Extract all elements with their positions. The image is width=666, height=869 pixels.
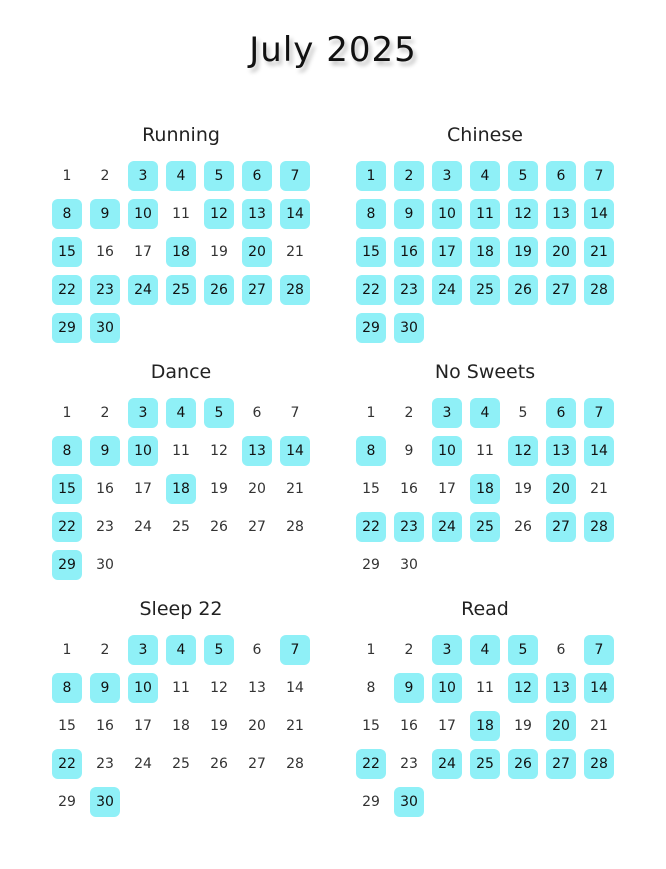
day-cell-completed[interactable]: 22 (356, 512, 386, 542)
day-cell[interactable]: 19 (514, 481, 532, 497)
day-cell-completed[interactable]: 5 (508, 635, 538, 665)
day-cell-completed[interactable]: 10 (432, 199, 462, 229)
day-cell[interactable]: 11 (172, 680, 190, 696)
day-cell-completed[interactable]: 7 (584, 161, 614, 191)
day-cell[interactable]: 25 (172, 519, 190, 535)
tracker-title: Sleep 22 (139, 598, 223, 620)
day-cell[interactable]: 16 (96, 481, 114, 497)
day-cell[interactable]: 2 (404, 642, 414, 658)
day-cell-completed[interactable]: 24 (432, 512, 462, 542)
day-cell-completed[interactable]: 9 (394, 199, 424, 229)
day-cell[interactable]: 11 (476, 680, 494, 696)
day-cell-completed[interactable]: 13 (546, 673, 576, 703)
day-cell-completed[interactable]: 16 (394, 237, 424, 267)
day-cell-completed[interactable]: 14 (584, 199, 614, 229)
day-cell[interactable]: 7 (290, 405, 300, 421)
day-cell[interactable]: 14 (286, 680, 304, 696)
day-cell-completed[interactable]: 26 (204, 275, 234, 305)
day-cell[interactable]: 19 (210, 718, 228, 734)
day-cell-completed[interactable]: 4 (470, 161, 500, 191)
day-cell[interactable]: 1 (62, 405, 72, 421)
day-cell-completed[interactable]: 8 (356, 436, 386, 466)
day-cell[interactable]: 24 (134, 519, 152, 535)
day-cell-completed[interactable]: 14 (584, 673, 614, 703)
day-cell-completed[interactable]: 6 (242, 161, 272, 191)
day-cell-completed[interactable]: 30 (90, 787, 120, 817)
day-cell-completed[interactable]: 18 (470, 237, 500, 267)
day-cell[interactable]: 26 (514, 519, 532, 535)
day-cell[interactable]: 1 (366, 642, 376, 658)
day-cell[interactable]: 16 (96, 244, 114, 260)
day-cell[interactable]: 28 (286, 519, 304, 535)
day-cell[interactable]: 21 (286, 244, 304, 260)
day-cell-completed[interactable]: 24 (432, 749, 462, 779)
day-cell-completed[interactable]: 6 (546, 161, 576, 191)
day-cell-completed[interactable]: 26 (508, 275, 538, 305)
day-cell-completed[interactable]: 10 (128, 673, 158, 703)
tracker-title: Chinese (447, 124, 523, 146)
day-cell[interactable]: 17 (134, 718, 152, 734)
day-cell-completed[interactable]: 4 (470, 398, 500, 428)
day-cell[interactable]: 15 (58, 718, 76, 734)
tracker-title: No Sweets (434, 361, 536, 383)
day-cell[interactable]: 6 (556, 642, 566, 658)
day-cell-completed[interactable]: 20 (546, 474, 576, 504)
day-cell-completed[interactable]: 20 (546, 237, 576, 267)
day-cell[interactable]: 15 (362, 481, 380, 497)
day-cell[interactable]: 23 (400, 756, 418, 772)
day-cell[interactable]: 29 (362, 794, 380, 810)
day-cell-completed[interactable]: 10 (128, 436, 158, 466)
day-cell-completed[interactable]: 18 (470, 711, 500, 741)
day-cell-completed[interactable]: 28 (280, 275, 310, 305)
day-cell-completed[interactable]: 13 (242, 436, 272, 466)
day-cell-completed[interactable]: 4 (470, 635, 500, 665)
day-cell-completed[interactable]: 27 (546, 275, 576, 305)
day-cell-completed[interactable]: 12 (508, 436, 538, 466)
day-cell-completed[interactable]: 13 (546, 436, 576, 466)
day-cell-completed[interactable]: 9 (90, 673, 120, 703)
day-cell-completed[interactable]: 22 (52, 749, 82, 779)
day-cell-completed[interactable]: 14 (280, 199, 310, 229)
day-cell-completed[interactable]: 5 (204, 398, 234, 428)
day-cell[interactable]: 6 (252, 642, 262, 658)
day-cell[interactable]: 11 (172, 206, 190, 222)
day-cell[interactable]: 1 (62, 642, 72, 658)
day-cell[interactable]: 1 (366, 405, 376, 421)
day-cell-completed[interactable]: 3 (432, 161, 462, 191)
day-cell[interactable]: 21 (286, 481, 304, 497)
day-cell-completed[interactable]: 14 (280, 436, 310, 466)
day-cell-completed[interactable]: 25 (470, 275, 500, 305)
day-cell[interactable]: 29 (58, 794, 76, 810)
day-cell-completed[interactable]: 22 (52, 275, 82, 305)
day-cell-completed[interactable]: 3 (432, 635, 462, 665)
day-cell-completed[interactable]: 24 (432, 275, 462, 305)
day-cell-completed[interactable]: 23 (394, 275, 424, 305)
day-cell-completed[interactable]: 18 (166, 237, 196, 267)
day-cell[interactable]: 8 (366, 680, 376, 696)
day-cell-completed[interactable]: 3 (128, 161, 158, 191)
day-cell[interactable]: 28 (286, 756, 304, 772)
day-cell-completed[interactable]: 23 (394, 512, 424, 542)
day-cell-completed[interactable]: 4 (166, 161, 196, 191)
day-cell-completed[interactable]: 20 (546, 711, 576, 741)
day-cell-completed[interactable]: 17 (432, 237, 462, 267)
day-cell[interactable]: 16 (96, 718, 114, 734)
day-cell-completed[interactable]: 27 (546, 749, 576, 779)
day-cell-completed[interactable]: 22 (52, 512, 82, 542)
day-cell[interactable]: 19 (210, 481, 228, 497)
day-cell-completed[interactable]: 22 (356, 749, 386, 779)
day-cell-completed[interactable]: 7 (280, 161, 310, 191)
day-cell-completed[interactable]: 29 (52, 313, 82, 343)
day-cell-completed[interactable]: 30 (394, 313, 424, 343)
day-cell-completed[interactable]: 25 (470, 512, 500, 542)
day-cell-completed[interactable]: 25 (470, 749, 500, 779)
day-cell-completed[interactable]: 9 (394, 673, 424, 703)
day-cell-completed[interactable]: 4 (166, 635, 196, 665)
day-cell[interactable]: 9 (404, 443, 414, 459)
day-cell-completed[interactable]: 15 (52, 237, 82, 267)
day-cell-completed[interactable]: 26 (508, 749, 538, 779)
day-cell-completed[interactable]: 20 (242, 237, 272, 267)
day-cell-completed[interactable]: 29 (52, 550, 82, 580)
day-cell-completed[interactable]: 11 (470, 199, 500, 229)
day-cell-completed[interactable]: 18 (470, 474, 500, 504)
day-cell[interactable]: 2 (404, 405, 414, 421)
day-cell-completed[interactable]: 29 (356, 313, 386, 343)
day-cell[interactable]: 21 (286, 718, 304, 734)
day-cell-completed[interactable]: 10 (128, 199, 158, 229)
page-title: July 2025 (249, 30, 417, 70)
day-cell[interactable]: 30 (400, 557, 418, 573)
day-cell-completed[interactable]: 9 (90, 199, 120, 229)
day-cell-completed[interactable]: 30 (394, 787, 424, 817)
day-cell-completed[interactable]: 6 (546, 398, 576, 428)
day-cell-completed[interactable]: 4 (166, 398, 196, 428)
day-cell[interactable]: 30 (96, 557, 114, 573)
day-cell-completed[interactable]: 13 (242, 199, 272, 229)
day-cell-completed[interactable]: 5 (508, 161, 538, 191)
day-cell-completed[interactable]: 25 (166, 275, 196, 305)
day-cell[interactable]: 17 (134, 244, 152, 260)
day-cell-completed[interactable]: 3 (128, 635, 158, 665)
day-cell[interactable]: 29 (362, 557, 380, 573)
day-cell-completed[interactable]: 18 (166, 474, 196, 504)
day-cell-completed[interactable]: 3 (128, 398, 158, 428)
day-cell[interactable]: 12 (210, 443, 228, 459)
day-cell-completed[interactable]: 21 (584, 237, 614, 267)
day-cell[interactable]: 2 (100, 642, 110, 658)
day-cell[interactable]: 16 (400, 481, 418, 497)
day-cell[interactable]: 21 (590, 718, 608, 734)
day-cell-completed[interactable]: 8 (52, 673, 82, 703)
day-cell[interactable]: 1 (62, 168, 72, 184)
day-cell[interactable]: 13 (248, 680, 266, 696)
day-cell-completed[interactable]: 9 (90, 436, 120, 466)
day-cell-completed[interactable]: 10 (432, 436, 462, 466)
day-cell[interactable]: 20 (248, 718, 266, 734)
tracker-title: Running (142, 124, 220, 146)
day-cell-completed[interactable]: 7 (584, 635, 614, 665)
day-cell[interactable]: 25 (172, 756, 190, 772)
day-cell-completed[interactable]: 24 (128, 275, 158, 305)
day-cell-completed[interactable]: 28 (584, 275, 614, 305)
day-cell-completed[interactable]: 13 (546, 199, 576, 229)
day-cell-completed[interactable]: 7 (280, 635, 310, 665)
day-cell[interactable]: 11 (476, 443, 494, 459)
day-cell-completed[interactable]: 28 (584, 512, 614, 542)
day-cell-completed[interactable]: 14 (584, 436, 614, 466)
day-cell[interactable]: 11 (172, 443, 190, 459)
day-cell-completed[interactable]: 23 (90, 275, 120, 305)
day-cell[interactable]: 23 (96, 519, 114, 535)
day-cell[interactable]: 17 (438, 718, 456, 734)
day-cell-completed[interactable]: 5 (204, 635, 234, 665)
day-cell[interactable]: 21 (590, 481, 608, 497)
day-cell[interactable]: 19 (210, 244, 228, 260)
day-cell-completed[interactable]: 28 (584, 749, 614, 779)
day-cell-completed[interactable]: 15 (52, 474, 82, 504)
day-cell-completed[interactable]: 8 (52, 436, 82, 466)
day-cell[interactable]: 20 (248, 481, 266, 497)
day-cell-completed[interactable]: 3 (432, 398, 462, 428)
day-cell-completed[interactable]: 19 (508, 237, 538, 267)
day-cell[interactable]: 17 (438, 481, 456, 497)
day-cell[interactable]: 23 (96, 756, 114, 772)
day-cell-completed[interactable]: 30 (90, 313, 120, 343)
day-cell[interactable]: 26 (210, 756, 228, 772)
day-cell-completed[interactable]: 5 (204, 161, 234, 191)
day-cell[interactable]: 24 (134, 756, 152, 772)
day-cell-completed[interactable]: 27 (546, 512, 576, 542)
day-cell-completed[interactable]: 8 (356, 199, 386, 229)
day-cell-completed[interactable]: 7 (584, 398, 614, 428)
day-cell[interactable]: 26 (210, 519, 228, 535)
day-cell[interactable]: 12 (210, 680, 228, 696)
day-cell-completed[interactable]: 12 (204, 199, 234, 229)
day-cell[interactable]: 27 (248, 756, 266, 772)
day-cell[interactable]: 5 (518, 405, 528, 421)
day-cell-completed[interactable]: 12 (508, 199, 538, 229)
day-cell[interactable]: 16 (400, 718, 418, 734)
day-cell-completed[interactable]: 8 (52, 199, 82, 229)
day-cell-completed[interactable]: 22 (356, 275, 386, 305)
day-cell[interactable]: 6 (252, 405, 262, 421)
day-cell[interactable]: 27 (248, 519, 266, 535)
day-cell[interactable]: 15 (362, 718, 380, 734)
tracker-title: Read (461, 598, 509, 620)
day-cell-completed[interactable]: 27 (242, 275, 272, 305)
day-cell-completed[interactable]: 10 (432, 673, 462, 703)
day-cell-completed[interactable]: 2 (394, 161, 424, 191)
day-cell-completed[interactable]: 12 (508, 673, 538, 703)
day-cell[interactable]: 2 (100, 405, 110, 421)
day-cell[interactable]: 18 (172, 718, 190, 734)
day-cell-completed[interactable]: 1 (356, 161, 386, 191)
day-cell-completed[interactable]: 15 (356, 237, 386, 267)
day-cell[interactable]: 2 (100, 168, 110, 184)
day-cell[interactable]: 19 (514, 718, 532, 734)
tracker-title: Dance (150, 361, 212, 383)
day-cell[interactable]: 17 (134, 481, 152, 497)
